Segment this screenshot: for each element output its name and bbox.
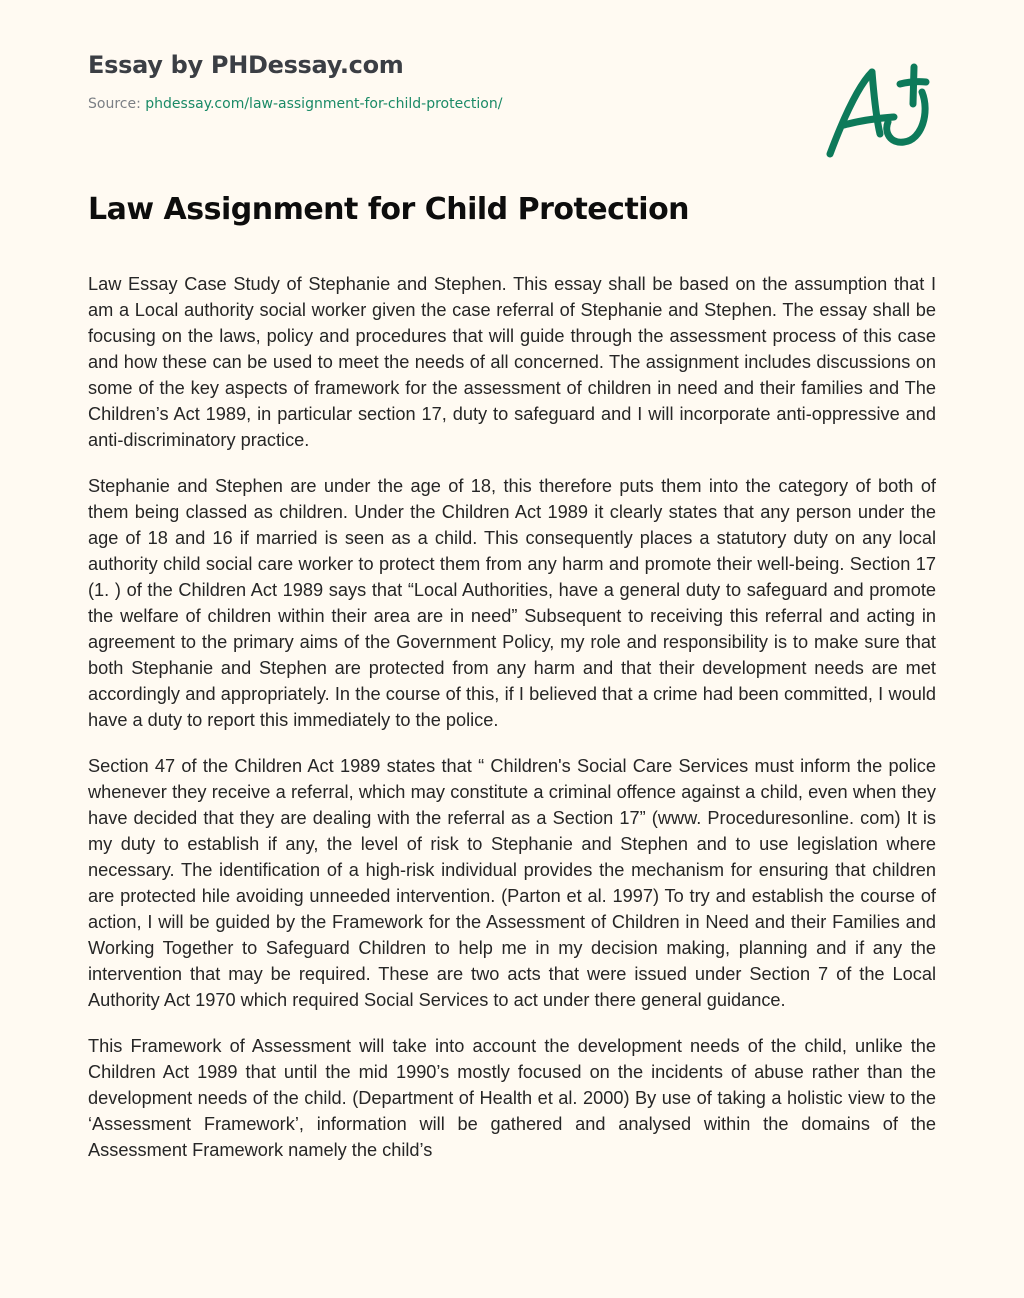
essay-paragraph: Law Essay Case Study of Stephanie and Stephen. This essay shall be based on the assumption that I am a Local authority social worker given the case referral of Stephanie and Stephen. The essay shall be focusing on the laws, policy and procedures that will guide through the assessment process of this case and how these can be used to meet the needs of all concerned. The assignment includes discussions on some of the key aspects of framework for the assessment of children in need and their families and The Children’s Act 1989, in particular section 17, duty to safeguard and I will incorporate anti-oppressive and anti-discriminatory practice. bbox=[88, 274, 936, 450]
site-title: Essay by PHDessay.com bbox=[88, 51, 404, 79]
site-header bbox=[88, 48, 502, 114]
essay-paragraph: This Framework of Assessment will take into account the development needs of the child, unlike the Children Act 1989 that until the mid 1990’s mostly focused on the incidents of abuse rather than the development needs of the child. (Department of Health et al. 2000) By use of taking a holistic view to the ‘Assessment Framework’, information will be gathered and analysed within the domains of the Assessment Framework namely the child’s bbox=[88, 1036, 936, 1160]
source-line bbox=[88, 94, 502, 114]
page-title: Law Assignment for Child Protection bbox=[88, 192, 690, 227]
source-link[interactable]: phdessay.com/law-assignment-for-child-protection/ bbox=[145, 96, 503, 112]
essay-paragraph: Stephanie and Stephen are under the age of 18, this therefore puts them into the category of both of them being classed as children. Under the Children Act 1989 it clearly states that any person under the age of 18 and 16 if married is seen as a child. This consequently places a statutory duty on any local authority child social care worker to protect them from any harm and promote their well-being. Section 17 (1. ) of the Children Act 1989 says that “Local Authorities, have a general duty to safeguard and promote the welfare of children within their area are in need” Subsequent to receiving this referral and acting in agreement to the primary aims of the Government Policy, my role and responsibility is to make sure that both Stephanie and Stephen are protected from any harm and that their development needs are met accordingly and appropriately. In the course of this, if I believed that a crime had been committed, I would have a duty to report this immediately to the police. bbox=[88, 476, 936, 730]
essay-paragraph: Section 47 of the Children Act 1989 states that “ Children's Social Care Services must inform the police whenever they receive a referral, which may constitute a criminal offence against a child, even when they have decided that they are dealing with the referral as a Section 17” (www. Proceduresonline. com) It is my duty to establish if any, the level of risk to Stephanie and Stephen and to use legislation where necessary. The identification of a high-risk individual provides the mechanism for ensuring that children are protected hile avoiding unneeded intervention. (Parton et al. 1997) To try and establish the course of action, I will be guided by the Framework for the Assessment of Children in Need and their Families and Working Together to Safeguard Children to help me in my decision making, planning and if any the intervention that may be required. These are two acts that were issued under Section 7 of the Local Authority Act 1970 which required Social Services to act under there general guidance. bbox=[88, 756, 936, 1010]
a-plus-grade-icon bbox=[822, 62, 932, 162]
source-label: Source: bbox=[88, 96, 141, 112]
essay-body bbox=[88, 271, 936, 1257]
